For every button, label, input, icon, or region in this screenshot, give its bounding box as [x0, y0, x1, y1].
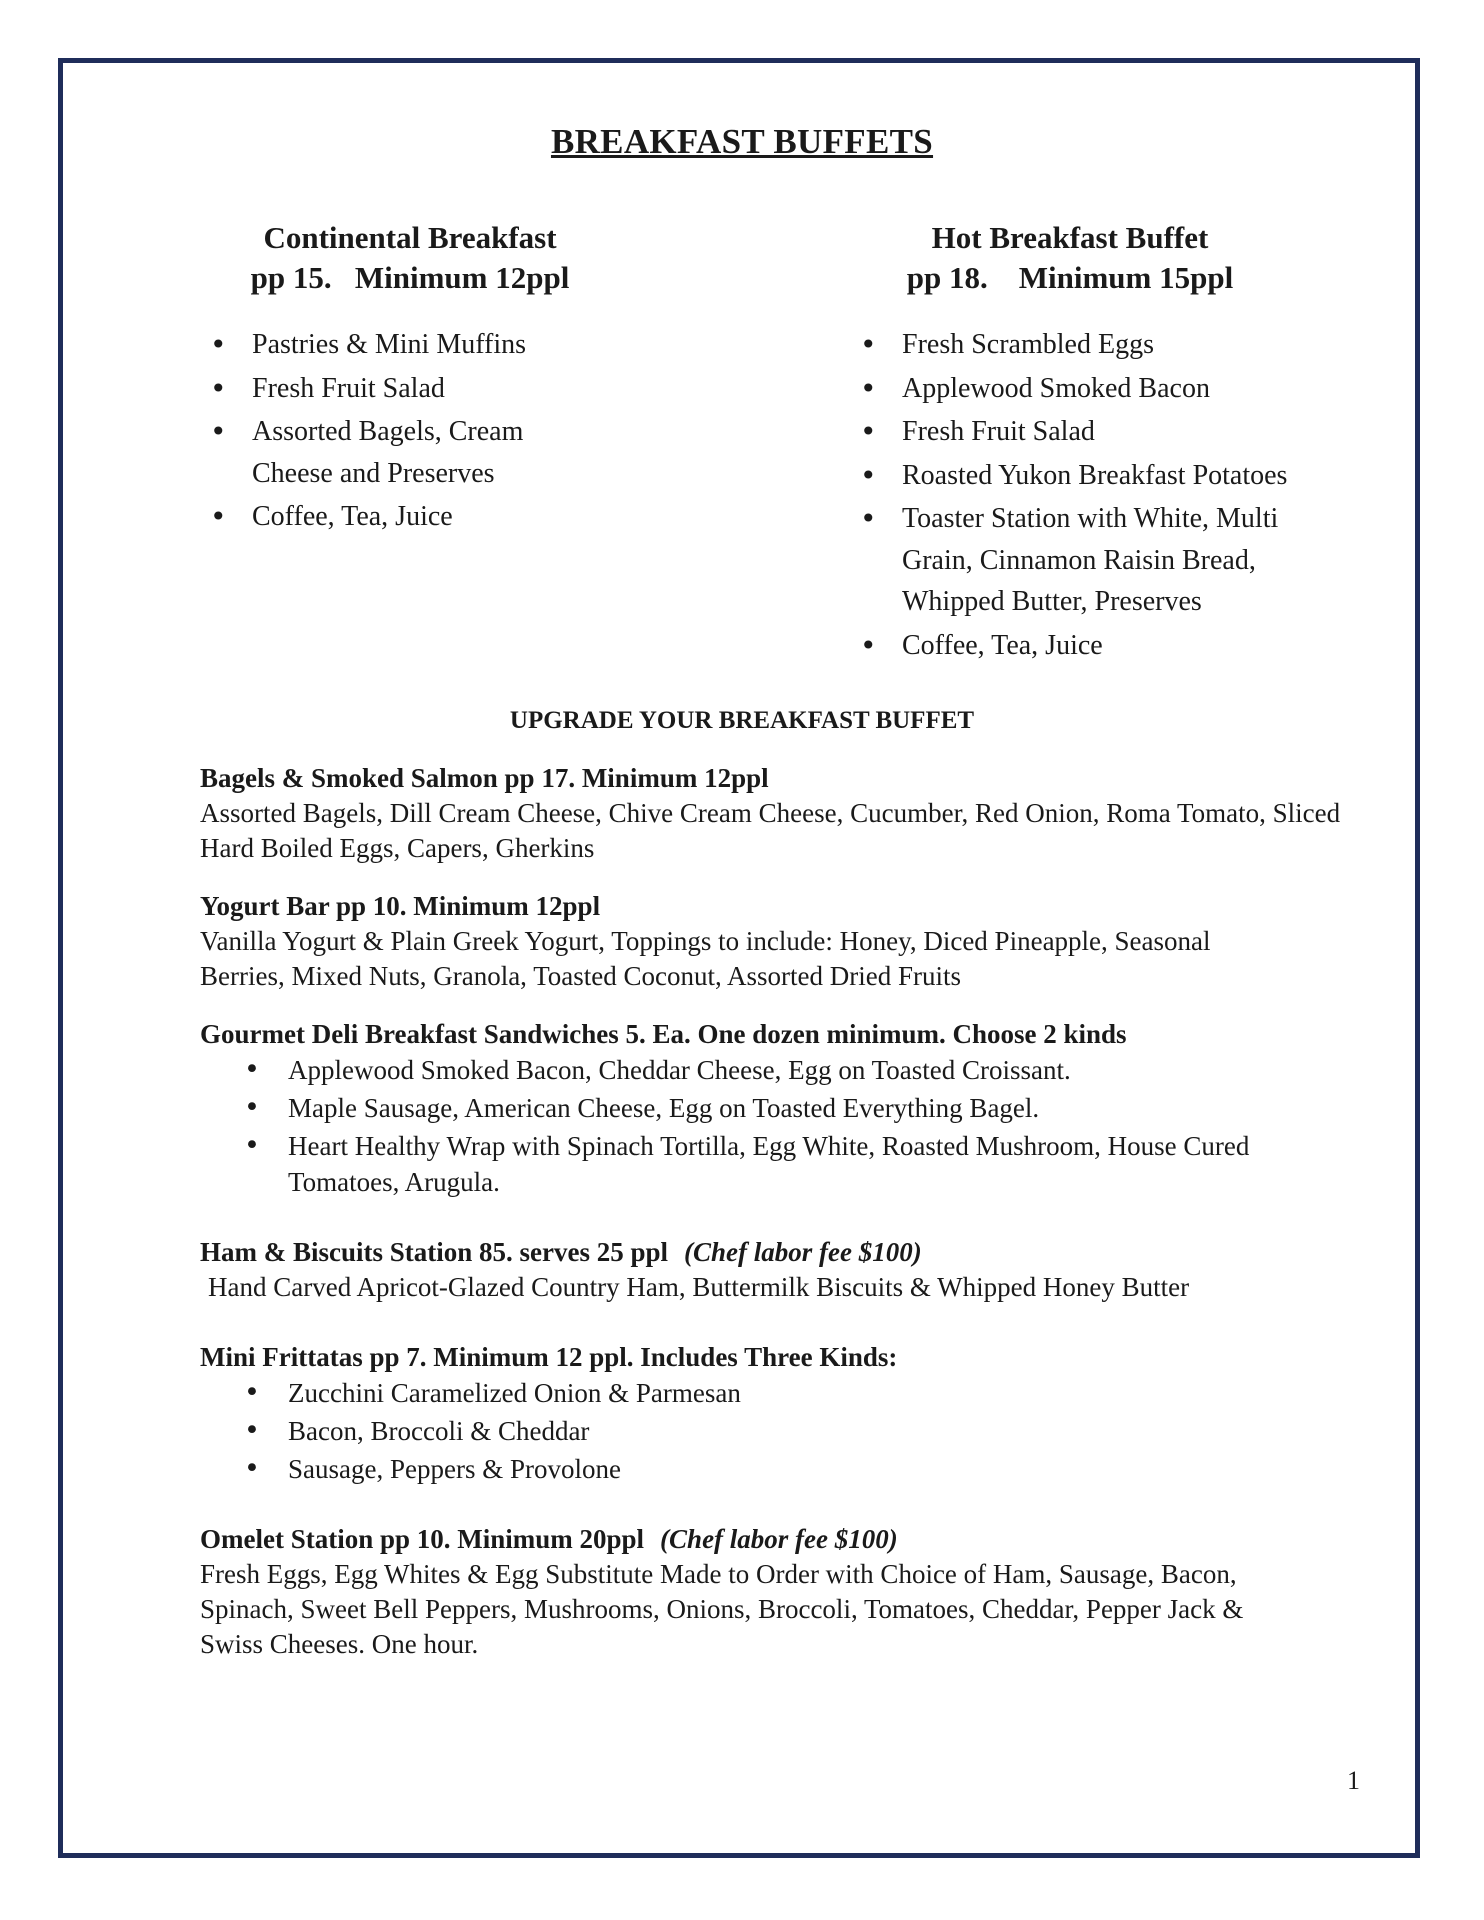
- omelet-station-section: [200, 1521, 1370, 1662]
- ham-heading-text: Ham & Biscuits Station 85. serves 25 ppl: [200, 1237, 669, 1267]
- list-item: • Bacon, Broccoli & Cheddar: [240, 1413, 1370, 1449]
- list-item: • Assorted Bagels, Cream Cheese and Preserves: [200, 411, 582, 494]
- continental-breakfast-column: [200, 218, 640, 540]
- list-item: • Coffee, Tea, Juice: [850, 625, 1330, 667]
- list-item: • Heart Healthy Wrap with Spinach Tortilla, Egg White, Roasted Mushroom, House Cured Tomatoes, Arugula.: [240, 1128, 1268, 1200]
- bagels-section: [200, 760, 1370, 866]
- section-description: Fresh Eggs, Egg Whites & Egg Substitute Made to Order with Choice of Ham, Sausage, Bacon, Spinach, Sweet Bell Peppers, Mushrooms, Onions, Broccoli, Tomatoes, Cheddar, Pepper Jack & Swiss Cheeses. One hour.: [200, 1559, 1244, 1659]
- deli-sandwiches-section: [200, 1016, 1370, 1200]
- list-item: • Zucchini Caramelized Onion & Parmesan: [240, 1375, 1370, 1411]
- continental-heading: [200, 218, 620, 298]
- chef-fee-note: (Chef labor fee $100): [660, 1524, 898, 1554]
- list-item: • Pastries & Mini Muffins: [200, 324, 640, 366]
- continental-price: pp 15. Minimum 12ppl: [250, 260, 570, 295]
- section-description: Assorted Bagels, Dill Cream Cheese, Chive Cream Cheese, Cucumber, Red Onion, Roma Tomato, Sliced Hard Boiled Eggs, Capers, Gherkins: [200, 798, 1341, 863]
- list-item: • Fresh Scrambled Eggs: [850, 324, 1330, 366]
- list-item: • Sausage, Peppers & Provolone: [240, 1451, 1370, 1487]
- section-heading: Bagels & Smoked Salmon pp 17. Minimum 12ppl: [200, 763, 769, 793]
- hot-name: Hot Breakfast Buffet: [931, 220, 1209, 255]
- list-item: • Applewood Smoked Bacon: [850, 368, 1330, 410]
- list-item: • Roasted Yukon Breakfast Potatoes: [850, 455, 1330, 497]
- upgrade-heading: UPGRADE YOUR BREAKFAST BUFFET: [509, 707, 975, 734]
- continental-name: Continental Breakfast: [263, 220, 557, 255]
- section-heading: [200, 1521, 1370, 1557]
- list-item: • Applewood Smoked Bacon, Cheddar Cheese, Egg on Toasted Croissant.: [240, 1052, 1370, 1088]
- chef-fee-note: (Chef labor fee $100): [684, 1237, 922, 1267]
- upgrade-sections: [200, 760, 1370, 1684]
- mini-frittatas-section: [200, 1339, 1370, 1487]
- ham-biscuits-section: [200, 1234, 1370, 1305]
- omelet-heading-text: Omelet Station pp 10. Minimum 20ppl: [200, 1524, 645, 1554]
- section-heading: Gourmet Deli Breakfast Sandwiches 5. Ea. One dozen minimum. Choose 2 kinds: [200, 1019, 1127, 1049]
- page-number: 1: [1347, 1766, 1360, 1795]
- hot-breakfast-column: [850, 218, 1330, 668]
- list-item: • Toaster Station with White, Multi Grain, Cinnamon Raisin Bread, Whipped Butter, Preserves: [850, 498, 1302, 623]
- hot-items: [850, 324, 1330, 666]
- list-item: • Coffee, Tea, Juice: [200, 496, 640, 538]
- page-title: BREAKFAST BUFFETS: [550, 122, 934, 161]
- hot-price: pp 18. Minimum 15ppl: [906, 260, 1234, 295]
- hot-heading: [870, 218, 1270, 298]
- section-description: Hand Carved Apricot-Glazed Country Ham, Buttermilk Biscuits & Whipped Honey Butter: [208, 1272, 1190, 1302]
- list-item: • Maple Sausage, American Cheese, Egg on Toasted Everything Bagel.: [240, 1090, 1370, 1126]
- list-item: • Fresh Fruit Salad: [200, 368, 640, 410]
- section-heading: [200, 1234, 1370, 1270]
- list-item: • Fresh Fruit Salad: [850, 411, 1330, 453]
- continental-items: [200, 324, 640, 538]
- section-heading: Mini Frittatas pp 7. Minimum 12 ppl. Includes Three Kinds:: [200, 1342, 898, 1372]
- section-heading: Yogurt Bar pp 10. Minimum 12ppl: [200, 891, 601, 921]
- yogurt-section: [200, 888, 1370, 994]
- deli-items: [200, 1052, 1370, 1200]
- frittata-items: [200, 1375, 1370, 1487]
- section-description: Vanilla Yogurt & Plain Greek Yogurt, Toppings to include: Honey, Diced Pineapple, Seasonal Berries, Mixed Nuts, Granola, Toasted Coconut, Assorted Dried Fruits: [200, 926, 1211, 991]
